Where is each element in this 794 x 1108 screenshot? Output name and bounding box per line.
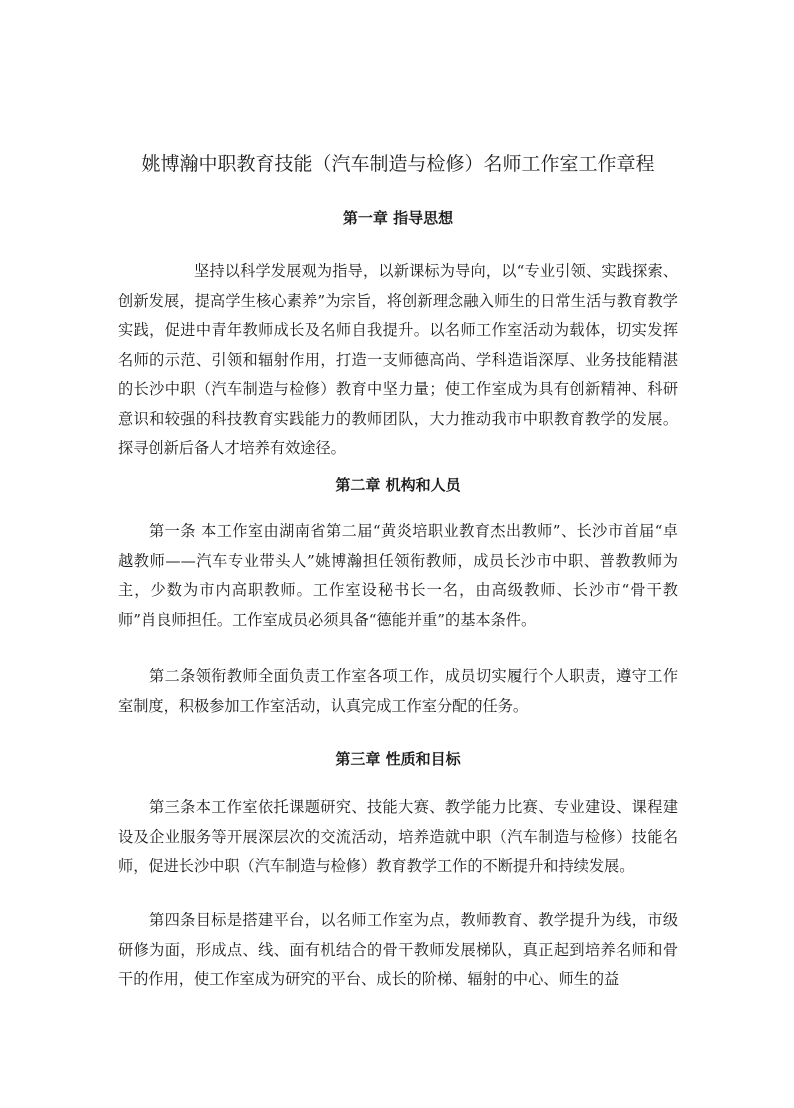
paragraph-article-2: 第二条领衔教师全面负责工作室各项工作，成员切实履行个人职责，遵守工作室制度，积极参加工作室活动，认真完成工作室分配的任务。: [118, 667, 678, 715]
paragraph-guiding-ideology: 坚持以科学发展观为指导，以新课标为导向，以“专业引领、实践探索、创新发展，提高学生核心素养”为宗旨，将创新理念融入师生的日常生活与教育教学实践，促进中青年教师成长及名师自我提升。以名师工作室活动为载体，切实发挥名师的示范、引领和辐射作用，打造一支师德高尚、学科造诣深厚、业务技能精湛的长沙中职（汽车制造与检修）教育中坚力量；使工作室成为具有创新精神、科研意识和较强的科技教育实践能力的教师团队，大力推动我市中职教育教学的发展。探寻创新后备人才培养有效途径。: [118, 262, 678, 457]
chapter-heading-3: 第三章 性质和目标: [335, 750, 461, 768]
document-title: 姚博瀚中职教育技能（汽车制造与检修）名师工作室工作章程: [141, 153, 655, 175]
chapter-heading-1: 第一章 指导思想: [342, 209, 454, 227]
paragraph-article-4: 第四条目标是搭建平台，以名师工作室为点，教师教育、教学提升为线，市级研修为面，形成点、线、面有机结合的骨干教师发展梯队，真正起到培养名师和骨干的作用，使工作室成为研究的平台、成长的阶梯、辐射的中心、师生的益: [118, 911, 678, 988]
paragraph-article-3: 第三条本工作室依托课题研究、技能大赛、教学能力比赛、专业建设、课程建设及企业服务等开展深层次的交流活动，培养造就中职（汽车制造与检修）技能名师，促进长沙中职（汽车制造与检修）教育教学工作的不断提升和持续发展。: [118, 798, 678, 875]
chapter-heading-2: 第二章 机构和人员: [335, 476, 461, 494]
paragraph-article-1: 第一条 本工作室由湖南省第二届“黄炎培职业教育杰出教师”、长沙市首届“卓越教师——汽车专业带头人”姚博瀚担任领衔教师，成员长沙市中职、普教教师为主，少数为市内高职教师。工作室设秘书长一名，由高级教师、长沙市“骨干教师”肖良师担任。工作室成员必须具备“德能并重”的基本条件。: [118, 522, 678, 629]
